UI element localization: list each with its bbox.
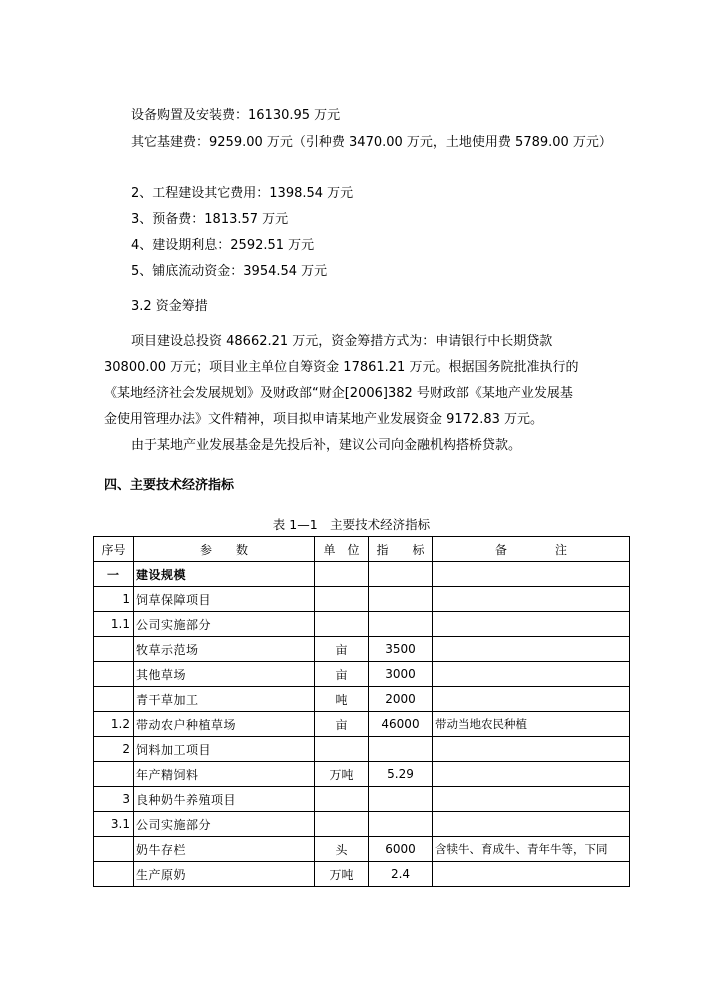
cell-unit <box>315 787 369 812</box>
funding-paragraph-line-3: 《某地经济社会发展规划》及财政部“财企[2006]382 号财政部《某地产业发展基 <box>104 386 573 401</box>
table-row <box>94 662 630 687</box>
table-row <box>94 587 630 612</box>
header-note: 备 注 <box>433 537 630 562</box>
equipment-cost-line: 设备购置及安装费：16130.95 万元 <box>131 108 341 123</box>
funding-paragraph-line-4: 金使用管理办法》文件精神，项目拟申请某地产业发展资金 9172.83 万元。 <box>104 412 544 427</box>
cell-param: 带动农户种植草场 <box>134 712 315 737</box>
cell-no <box>94 687 134 712</box>
table-row <box>94 712 630 737</box>
cell-value: 3000 <box>369 662 433 687</box>
tech-economic-indicators-table <box>93 536 630 887</box>
cell-param: 良种奶牛养殖项目 <box>134 787 315 812</box>
cell-no <box>94 662 134 687</box>
cell-value: 5.29 <box>369 762 433 787</box>
cell-note <box>433 562 630 587</box>
cell-note <box>433 637 630 662</box>
cell-note <box>433 687 630 712</box>
table-row <box>94 637 630 662</box>
cell-param: 青干草加工 <box>134 687 315 712</box>
section-3-2-heading: 3.2 资金筹措 <box>131 299 208 314</box>
item-3-line: 3、预备费：1813.57 万元 <box>131 212 289 227</box>
cell-note <box>433 862 630 887</box>
cell-note <box>433 812 630 837</box>
cell-unit: 亩 <box>315 662 369 687</box>
table-row <box>94 562 630 587</box>
cell-param: 其他草场 <box>134 662 315 687</box>
cell-param: 建设规模 <box>134 562 315 587</box>
cell-param: 生产原奶 <box>134 862 315 887</box>
cell-unit: 头 <box>315 837 369 862</box>
cell-value <box>369 587 433 612</box>
other-construction-cost-line: 其它基建费：9259.00 万元（引种费 3470.00 万元，土地使用费 5789.00 万元） <box>131 135 612 150</box>
section-4-heading: 四、主要技术经济指标 <box>104 478 235 493</box>
cell-no <box>94 837 134 862</box>
cell-no <box>94 862 134 887</box>
cell-value: 6000 <box>369 837 433 862</box>
cell-value: 46000 <box>369 712 433 737</box>
cell-note: 含犊牛、育成牛、青年牛等，下同 <box>433 837 630 862</box>
header-no: 序号 <box>94 537 134 562</box>
cell-note <box>433 587 630 612</box>
cell-no: 3 <box>94 787 134 812</box>
cell-value <box>369 562 433 587</box>
item-5-line: 5、铺底流动资金：3954.54 万元 <box>131 264 328 279</box>
cell-param: 年产精饲料 <box>134 762 315 787</box>
cell-no: 一 <box>94 562 134 587</box>
cell-no: 1.1 <box>94 612 134 637</box>
cell-note <box>433 662 630 687</box>
cell-unit <box>315 737 369 762</box>
cell-unit: 万吨 <box>315 762 369 787</box>
cell-value <box>369 812 433 837</box>
cell-param: 公司实施部分 <box>134 612 315 637</box>
cell-param: 奶牛存栏 <box>134 837 315 862</box>
table-row <box>94 837 630 862</box>
cell-unit <box>315 587 369 612</box>
cell-unit <box>315 562 369 587</box>
cell-note: 带动当地农民种植 <box>433 712 630 737</box>
funding-paragraph-line-5: 由于某地产业发展基金是先投后补，建议公司向金融机构搭桥贷款。 <box>131 438 522 453</box>
cell-param: 饲料加工项目 <box>134 737 315 762</box>
cell-param: 公司实施部分 <box>134 812 315 837</box>
cell-note <box>433 762 630 787</box>
table-header-row <box>94 537 630 562</box>
item-4-line: 4、建设期利息：2592.51 万元 <box>131 238 315 253</box>
cell-param: 饲草保障项目 <box>134 587 315 612</box>
cell-note <box>433 737 630 762</box>
cell-value: 2000 <box>369 687 433 712</box>
table-row <box>94 612 630 637</box>
cell-note <box>433 612 630 637</box>
table-caption: 表 1—1 主要技术经济指标 <box>272 517 431 532</box>
cell-unit <box>315 812 369 837</box>
table-row <box>94 762 630 787</box>
cell-value: 3500 <box>369 637 433 662</box>
cell-no <box>94 637 134 662</box>
table-row <box>94 812 630 837</box>
cell-value <box>369 612 433 637</box>
cell-unit: 万吨 <box>315 862 369 887</box>
cell-unit: 吨 <box>315 687 369 712</box>
header-unit: 单 位 <box>315 537 369 562</box>
cell-value: 2.4 <box>369 862 433 887</box>
cell-unit <box>315 612 369 637</box>
cell-value <box>369 787 433 812</box>
cell-unit: 亩 <box>315 637 369 662</box>
header-value: 指 标 <box>369 537 433 562</box>
cell-note <box>433 787 630 812</box>
cell-no <box>94 762 134 787</box>
table-row <box>94 687 630 712</box>
table-row <box>94 787 630 812</box>
table-row <box>94 737 630 762</box>
cell-no: 1.2 <box>94 712 134 737</box>
table-row <box>94 862 630 887</box>
cell-no: 2 <box>94 737 134 762</box>
item-2-line: 2、工程建设其它费用：1398.54 万元 <box>131 186 354 201</box>
funding-paragraph-line-1: 项目建设总投资 48662.21 万元，资金筹措方式为：申请银行中长期贷款 <box>131 334 553 349</box>
header-param: 参 数 <box>134 537 315 562</box>
cell-param: 牧草示范场 <box>134 637 315 662</box>
cell-value <box>369 737 433 762</box>
cell-unit: 亩 <box>315 712 369 737</box>
cell-no: 1 <box>94 587 134 612</box>
cell-no: 3.1 <box>94 812 134 837</box>
funding-paragraph-line-2: 30800.00 万元；项目业主单位自筹资金 17861.21 万元。根据国务院批准执行的 <box>104 360 579 375</box>
